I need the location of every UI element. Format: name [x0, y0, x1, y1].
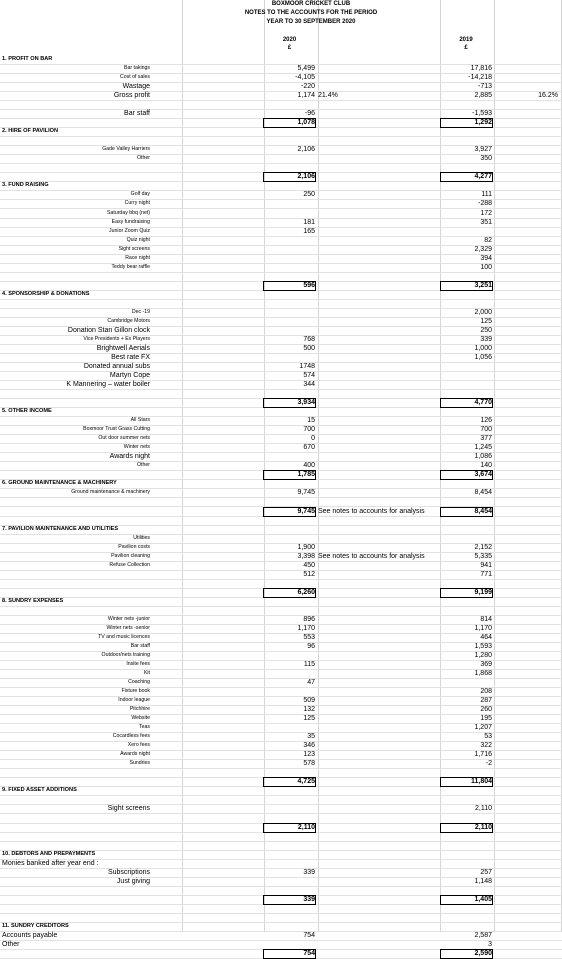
value-2019: 2,000: [474, 308, 492, 316]
value-2019: 2,110: [475, 805, 492, 813]
value-2020: 578: [303, 760, 315, 768]
value-2020: 1,170: [297, 624, 315, 632]
section-title: 3. FUND RAISING: [2, 182, 49, 189]
value-2020: 3,398: [297, 552, 315, 560]
value-2019: -2: [485, 760, 492, 768]
value-2019: 125: [480, 317, 492, 325]
value-2019: 195: [480, 715, 492, 723]
value-2019: 1,593: [474, 642, 492, 650]
value-2019: 1,405: [474, 895, 492, 903]
value-2019: 1,280: [474, 651, 492, 659]
value-2019: 250: [480, 326, 492, 334]
value-2019: 1,148: [474, 877, 492, 885]
value-2019: 4,277: [474, 173, 492, 181]
value-2020: 339: [303, 868, 315, 876]
row-label: Winter nets: [123, 444, 150, 451]
value-2020: 670: [303, 444, 315, 452]
value-2020: 339: [303, 895, 315, 903]
value-2020: 768: [303, 335, 315, 343]
value-2020: 1,078: [297, 119, 315, 127]
value-2019: 1,868: [474, 670, 492, 678]
row-label: Xero fees: [127, 742, 150, 749]
club-title: BOXMOOR CRICKET CLUB: [271, 1, 351, 7]
value-2020: 1,785: [297, 471, 315, 479]
value-2019: 3,674: [474, 471, 492, 479]
row-label: Easy fundraising: [111, 218, 150, 225]
section-title: 5. OTHER INCOME: [2, 408, 52, 415]
value-2019: 3,927: [474, 146, 492, 154]
row-label: Awards night: [120, 751, 150, 758]
row-label: Other: [2, 940, 20, 948]
margin-2020: 21.4%: [318, 92, 338, 100]
row-label: Dec -19: [131, 308, 150, 315]
value-2019: 2,587: [474, 931, 492, 939]
value-2019: 2,152: [474, 543, 492, 551]
row-label: Pitchhire: [129, 706, 150, 713]
row-label: K Mannering – water boiler: [66, 381, 150, 389]
row-label: Utilities: [133, 534, 150, 541]
value-2020: 1,174: [297, 92, 315, 100]
row-label: Best rate FX: [111, 353, 150, 361]
row-label: Gross profit: [113, 92, 150, 100]
section-title: 7. PAVILION MAINTENANCE AND UTILITIES: [2, 525, 119, 532]
value-2019: 3,251: [474, 281, 492, 289]
section-title: 11. SUNDRY CREDITORS: [2, 922, 69, 929]
row-label: Teas: [139, 724, 150, 731]
value-2019: -288: [477, 200, 492, 208]
section-title: 4. SPONSORSHIP & DONATIONS: [2, 290, 90, 297]
value-2019: 5,335: [474, 552, 492, 560]
value-2019: -14,218: [468, 74, 492, 82]
value-2019: 1,292: [474, 119, 492, 127]
section-title: 8. SUNDRY EXPENSES: [2, 597, 64, 604]
row-label: Donation Stan Gillon clock: [67, 326, 150, 334]
value-2020: -4,105: [295, 74, 315, 82]
currency-prior: £: [464, 45, 468, 51]
value-2020: 96: [307, 642, 315, 650]
value-2020: -220: [300, 83, 315, 91]
row-label: Cocardless fees: [112, 733, 150, 740]
row-label: Monies banked after year end :: [2, 859, 99, 867]
value-2019: 8,454: [474, 507, 492, 515]
value-2019: 2,590: [474, 949, 492, 957]
row-label: Out door summer nets: [98, 435, 150, 442]
value-2019: 2,110: [474, 823, 492, 831]
value-2020: 1,900: [297, 543, 315, 551]
currency-current: £: [287, 45, 292, 51]
value-2020: 165: [303, 227, 315, 235]
value-2019: 172: [480, 209, 492, 217]
value-2020: 6,260: [297, 588, 315, 596]
value-2020: 500: [303, 344, 315, 352]
row-label: Cambridge Motors: [107, 317, 150, 324]
value-2020: 574: [303, 372, 315, 380]
value-2019: 1,716: [474, 751, 492, 759]
value-2019: 9,199: [474, 588, 492, 596]
value-2019: 1,056: [474, 353, 492, 361]
value-2019: 111: [481, 191, 492, 199]
value-2019: 394: [480, 254, 492, 262]
row-label: Other: [137, 462, 150, 469]
value-2019: 771: [480, 570, 492, 578]
value-2020: 9,745: [297, 507, 315, 515]
value-2019: 814: [480, 615, 492, 623]
row-label: Just giving: [116, 877, 150, 885]
value-2020: 450: [303, 561, 315, 569]
row-label: TV and music licences: [98, 633, 150, 640]
value-2019: 464: [480, 633, 492, 641]
row-label: Sight screens: [118, 245, 150, 252]
value-2019: 339: [480, 335, 492, 343]
row-label: Brightwell Aerials: [96, 344, 150, 352]
value-2020: 1748: [299, 363, 315, 371]
row-label: Bar takings: [124, 65, 150, 72]
row-label: Saturday bbq (net): [107, 209, 150, 216]
row-label: Golf day: [130, 191, 150, 198]
value-2020: 125: [303, 715, 315, 723]
row-label: Ground maintenance & machinery: [71, 489, 150, 496]
period-title: YEAR TO 30 SEPTEMBER 2020: [266, 19, 356, 25]
value-2020: 47: [307, 679, 315, 687]
value-2020: 123: [303, 751, 315, 759]
value-2019: 1,086: [474, 453, 492, 461]
value-2020: 553: [303, 633, 315, 641]
value-2020: 2,106: [297, 146, 315, 154]
row-label: Pavilion cleaning: [111, 552, 150, 559]
value-2019: 350: [480, 155, 492, 163]
value-2019: 941: [480, 561, 492, 569]
row-label: Cost of sales: [120, 74, 150, 81]
value-2019: 260: [480, 706, 492, 714]
year-current-heading: 2020: [282, 37, 297, 43]
row-label: Pavilion costs: [118, 543, 150, 550]
value-2020: 250: [303, 191, 315, 199]
value-2020: 896: [303, 615, 315, 623]
row-label: Coaching: [128, 679, 150, 686]
row-label: Outdoor/nets training: [101, 651, 150, 658]
value-2019: 377: [480, 435, 492, 443]
value-2020: 4,725: [297, 778, 315, 786]
value-2019: 100: [480, 263, 492, 271]
row-label: Winter nets -junior: [107, 615, 150, 622]
value-2019: 8,454: [474, 489, 492, 497]
value-2019: 287: [480, 697, 492, 705]
row-label: Website: [131, 715, 150, 722]
value-2020: 115: [303, 661, 315, 668]
value-2019: 322: [480, 742, 492, 750]
total-row: [0, 949, 562, 959]
row-label: Refuse Collection: [109, 561, 150, 568]
value-2019: 208: [480, 688, 492, 696]
row-label: Bar staff: [124, 110, 150, 118]
value-2019: 257: [480, 868, 492, 876]
value-2019: 11,804: [470, 778, 492, 786]
value-2020: 181: [303, 218, 315, 226]
value-2020: 512: [303, 570, 315, 578]
row-label: Insite fees: [126, 661, 150, 667]
row-label: Martyn Cope: [109, 372, 150, 380]
row-label: Accounts payable: [2, 931, 58, 939]
value-2020: 2,110: [297, 823, 315, 831]
section-title: 9. FIXED ASSET ADDITIONS: [2, 787, 77, 794]
value-2019: 369: [480, 661, 492, 668]
value-2019: 126: [480, 417, 492, 425]
value-2020: 344: [303, 381, 315, 389]
row-label: Fixture book: [121, 688, 150, 695]
value-2019: 17,816: [470, 65, 492, 73]
value-2019: 53: [484, 733, 492, 741]
value-2019: 4,770: [474, 399, 492, 407]
value-2020: 15: [307, 417, 315, 425]
row-label: Kit: [143, 670, 150, 677]
analysis-note: See notes to accounts for analysis: [318, 507, 425, 515]
document-title: NOTES TO THE ACCOUNTS FOR THE PERIOD: [244, 10, 378, 16]
row-label: Sight screens: [107, 805, 150, 813]
value-2019: 3: [488, 940, 492, 948]
row-label: Vice Presidents + Ex Players: [83, 335, 150, 342]
value-2020: 700: [303, 426, 315, 434]
row-label: Bar staff: [130, 642, 150, 649]
row-label: Gade Valley Harriers: [102, 146, 150, 153]
value-2020: 346: [303, 742, 315, 750]
row-label: Junior Zoom Quiz: [109, 227, 150, 234]
row-label: Indoor league: [118, 697, 150, 704]
row-label: Quiz night: [126, 236, 150, 243]
value-2020: 2,106: [297, 173, 315, 181]
section-title: 1. PROFIT ON BAR: [2, 56, 53, 62]
margin-2019: 16.2%: [538, 92, 558, 100]
value-2020: 754: [303, 949, 315, 957]
row-label: Donated annual subs: [83, 363, 150, 371]
section-title: 2. HIRE OF PAVILION: [2, 128, 59, 135]
year-prior-heading: 2019: [459, 37, 473, 43]
row-label: Curry night: [124, 200, 150, 207]
value-2020: 5,499: [297, 65, 315, 73]
row-label: Teddy bear raffle: [111, 263, 150, 270]
row-label: Other: [137, 155, 150, 162]
value-2019: 82: [484, 236, 492, 244]
row-label: Winter nets -senior: [106, 624, 150, 631]
value-2019: -1,593: [472, 110, 492, 118]
row-label: Race night: [125, 254, 150, 261]
value-2019: 140: [480, 462, 492, 470]
row-label: Subscriptions: [107, 868, 150, 876]
value-2019: -713: [477, 83, 492, 91]
value-2019: 351: [480, 218, 492, 226]
value-2020: 9,745: [297, 489, 315, 497]
row-label: Wastage: [122, 83, 150, 91]
value-2020: 754: [303, 931, 315, 939]
value-2020: 509: [303, 697, 315, 705]
value-2019: 2,885: [474, 92, 492, 100]
value-2020: 132: [303, 706, 315, 714]
row-label: Sundries: [129, 760, 150, 767]
value-2019: 1,170: [474, 624, 492, 632]
value-2020: 400: [303, 462, 315, 470]
value-2019: 1,245: [474, 444, 492, 452]
value-2020: 0: [311, 435, 315, 443]
row-label: Awards night: [109, 453, 150, 461]
value-2019: 1,207: [474, 724, 492, 732]
analysis-note: See notes to accounts for analysis: [318, 552, 425, 560]
row-label: All Stars: [130, 417, 150, 424]
value-2020: 3,934: [297, 399, 315, 407]
value-2020: 35: [307, 733, 315, 741]
value-2019: 2,329: [474, 245, 492, 253]
value-2019: 700: [480, 426, 492, 434]
value-2020: 596: [303, 281, 315, 289]
section-title: 6. GROUND MAINTENANCE & MACHINERY: [2, 480, 117, 487]
section-title: 10. DEBTORS AND PREPAYMENTS: [2, 850, 96, 857]
value-2019: 1,000: [474, 344, 492, 352]
row-label: Boxmoor Trust Grass Cutting: [83, 426, 150, 433]
value-2020: -96: [304, 110, 315, 118]
